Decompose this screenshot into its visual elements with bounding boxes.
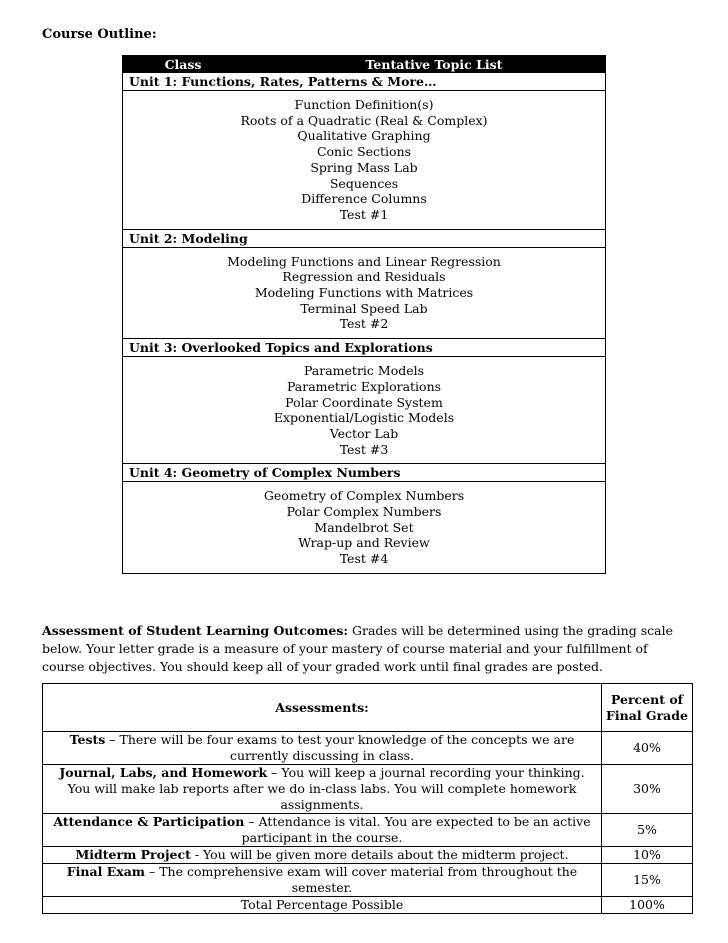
assessment-desc: – Attendance is vital. You are expected to be an active participant in the course. xyxy=(241,814,591,845)
topic-item: Parametric Explorations xyxy=(286,378,442,394)
topic-item: Mandelbrot Set xyxy=(314,519,414,535)
topic-item: Test #4 xyxy=(339,551,389,567)
assessment-desc: - You will be given more details about the midterm project. xyxy=(190,847,569,862)
unit-4 xyxy=(123,463,605,573)
assessment-paragraph xyxy=(42,622,692,676)
unit-topics xyxy=(123,248,605,339)
topic-item: Geometry of Complex Numbers xyxy=(263,488,465,504)
table-row xyxy=(43,847,693,864)
assessment-name: Tests xyxy=(69,732,106,747)
unit-topics xyxy=(123,91,605,229)
assessment-name: Attendance & Participation xyxy=(53,814,245,829)
percent-cell: 10% xyxy=(602,847,693,864)
assessment-desc: – You will keep a journal recording your thinking. You will make lab reports after we do in-class labs. You will complete homework assignments. xyxy=(67,765,585,812)
grading-table xyxy=(42,683,693,914)
assessment-cell xyxy=(43,765,602,814)
topic-item: Qualitative Graphing xyxy=(297,128,431,144)
assessment-desc: – There will be four exams to test your knowledge of the concepts we are currently discussing in class. xyxy=(105,732,575,763)
header-assessments: Assessments: xyxy=(43,684,602,732)
assessment-cell xyxy=(43,814,602,847)
assessment-desc: – The comprehensive exam will cover material from throughout the semester. xyxy=(145,864,578,895)
assessment-cell xyxy=(43,732,602,765)
unit-title: Unit 3: Overlooked Topics and Explorations xyxy=(123,338,605,357)
unit-topics xyxy=(123,357,605,463)
topic-item: Wrap-up and Review xyxy=(298,535,430,551)
topic-item: Polar Complex Numbers xyxy=(286,504,442,520)
topic-item: Test #1 xyxy=(339,206,389,222)
topic-item: Regression and Residuals xyxy=(282,269,446,285)
topic-item: Vector Lab xyxy=(329,425,399,441)
percent-cell: 30% xyxy=(602,765,693,814)
topic-item: Exponential/Logistic Models xyxy=(273,410,455,426)
topic-item: Test #2 xyxy=(339,316,389,332)
topic-item: Spring Mass Lab xyxy=(310,159,418,175)
unit-title: Unit 4: Geometry of Complex Numbers xyxy=(123,463,605,482)
unit-2 xyxy=(123,229,605,339)
grading-header-row xyxy=(43,684,693,732)
topic-item: Parametric Models xyxy=(303,363,425,379)
outline-header-row xyxy=(123,56,605,73)
assessment-lead: Assessment of Student Learning Outcomes: xyxy=(42,623,349,638)
percent-cell: 5% xyxy=(602,814,693,847)
unit-title: Unit 2: Modeling xyxy=(123,229,605,248)
assessment-body: Grades will be determined using the grading scale below. Your letter grade is a measure of your mastery of course material and your fulfillment of course objectives. You should keep all of your graded work until final grades are posted. xyxy=(42,623,673,674)
unit-1 xyxy=(123,73,605,229)
topic-item: Roots of a Quadratic (Real & Complex) xyxy=(240,112,488,128)
course-outline-table xyxy=(122,55,606,574)
topic-item: Modeling Functions with Matrices xyxy=(254,285,474,301)
unit-3 xyxy=(123,338,605,463)
assessment-name: Final Exam xyxy=(66,864,146,879)
topic-item: Function Definition(s) xyxy=(294,97,434,112)
table-row xyxy=(43,814,693,847)
topic-item: Conic Sections xyxy=(316,144,412,160)
assessment-cell xyxy=(43,847,602,864)
header-percent: Percent of Final Grade xyxy=(602,684,693,732)
topic-item: Difference Columns xyxy=(301,191,427,207)
header-topic-list: Tentative Topic List xyxy=(365,57,503,72)
percent-cell: 15% xyxy=(602,864,693,897)
total-percent: 100% xyxy=(602,897,693,914)
total-label: Total Percentage Possible xyxy=(43,897,602,914)
table-row xyxy=(43,732,693,765)
table-row xyxy=(43,864,693,897)
course-outline-heading: Course Outline: xyxy=(42,27,157,42)
topic-item: Sequences xyxy=(329,175,399,191)
header-class: Class xyxy=(164,57,202,72)
topic-item: Test #3 xyxy=(339,441,389,457)
assessment-cell xyxy=(43,864,602,897)
topic-item: Terminal Speed Lab xyxy=(300,300,428,316)
unit-title: Unit 1: Functions, Rates, Patterns & More… xyxy=(123,73,605,91)
topic-item: Modeling Functions and Linear Regression xyxy=(227,253,501,269)
assessment-name: Midterm Project xyxy=(75,847,191,862)
topic-item: Polar Coordinate System xyxy=(285,394,443,410)
unit-topics xyxy=(123,482,605,573)
total-row xyxy=(43,897,693,914)
assessment-name: Journal, Labs, and Homework xyxy=(59,765,268,780)
percent-cell: 40% xyxy=(602,732,693,765)
table-row xyxy=(43,765,693,814)
